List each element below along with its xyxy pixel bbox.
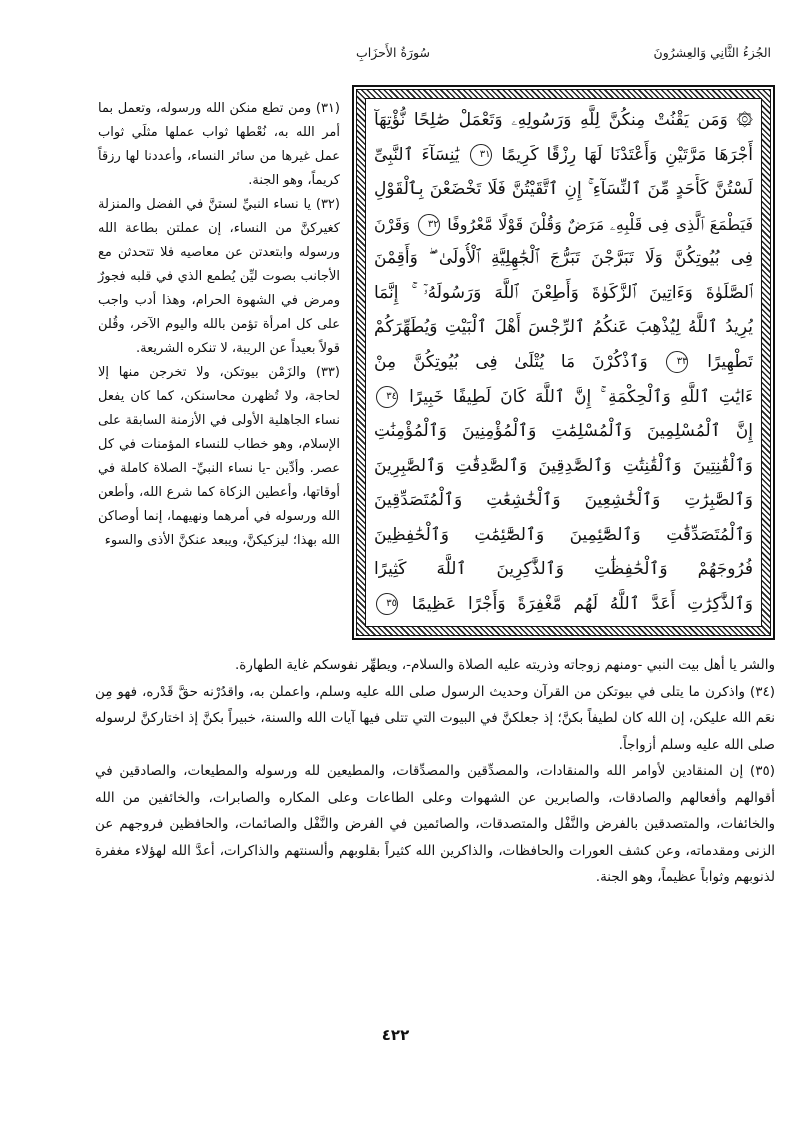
ayah-number-marker: ٣١ xyxy=(470,144,492,166)
juz-title: الجُزءُ الثَّانِي وَالعِشرُونَ xyxy=(653,44,771,60)
quran-text: فَيَطْمَعَ ٱلَّذِى فِى قَلْبِهِۦ مَرَضٌ وَقُلْنَ قَوْلًا مَّعْرُوفًا xyxy=(447,214,753,234)
quran-text: وَقَرْنَ xyxy=(374,214,410,234)
quran-text: وَٱلْقَٰنِتِينَ وَٱلْقَٰنِتَٰتِ وَٱلصَّٰدِقِينَ وَٱلصَّٰدِقَٰتِ وَٱلصَّٰبِرِينَ xyxy=(374,455,753,476)
quran-text: ءَايَٰتِ ٱللَّهِ وَٱلْحِكْمَةِ ۚ إِنَّ ٱللَّهَ كَانَ لَطِيفًا خَبِيرًا xyxy=(409,386,753,407)
quran-line xyxy=(374,347,753,378)
quran-text: ۞ وَمَن يَقْنُتْ مِنكُنَّ لِلَّهِ وَرَسُولِهِۦ وَتَعْمَلْ صَٰلِحًا نُّؤْتِهَآ xyxy=(374,110,753,130)
tafsir-paragraph: (٣٥) إن المنقادين لأوامر الله والمنقادات، والمصدِّقين والمصدِّقات، والمطيعين لله ورسوله والمطيعات، والصادقين في أقوالهم وأفعالهم والصادقات، والصابرين عن الشهوات وعلى الطاعات وعلى المكاره والصابرات، والخائفين من الله والخائفات، والمتصدقين بالفرض والنَّفْل والمتصدقات، والصائمين في الفرض والنَّفْل والصائمات، والحافظين فروجهم عن الزنى ومقدماته، وعن كشف العورات والحافظات، والذاكرين الله كثيراً بقلوبهم وألسنتهم والذاكرات، أعدَّ الله لهؤلاء مغفرة لذنوبهم وثواباً عظيماً، وهو الجنة. xyxy=(95,763,775,885)
quran-line xyxy=(374,589,753,620)
tafsir-paragraph: (٣١) ومن تطع منكن الله ورسوله، وتعمل بما أمر الله به، نُعْطها ثواب عملها مثلَي ثواب عمل غيرها من سائر النساء، وأعددنا لها رزقاً كريماً، وهو الجنة. xyxy=(98,101,340,188)
surah-title: سُورَةُ الأَحزَابِ xyxy=(356,44,430,60)
top-section xyxy=(98,85,775,640)
quran-text: وَٱلذَّٰكِرَٰتِ أَعَدَّ ٱللَّهُ لَهُم مَّغْفِرَةً وَأَجْرًا عَظِيمًا xyxy=(411,593,753,614)
quran-line xyxy=(374,209,753,240)
quran-text: تَطْهِيرًا xyxy=(707,351,753,372)
ayah-number-marker: ٣٤ xyxy=(376,386,398,408)
quran-line xyxy=(374,554,753,585)
quran-text: يَٰنِسَآءَ ٱلنَّبِىِّ xyxy=(374,144,460,165)
quran-line xyxy=(374,312,753,343)
quran-line xyxy=(374,485,753,516)
page-header xyxy=(356,40,771,64)
quran-text: ٱلصَّلَوٰةَ وَءَاتِينَ ٱلزَّكَوٰةَ وَأَطِعْنَ ٱللَّهَ وَرَسُولَهُۥٓ ۚ إِنَّمَا xyxy=(374,282,753,303)
quran-line xyxy=(374,140,753,171)
tafsir-paragraph: (٣٢) يا نساء النبيِّ لستنَّ في الفضل والمنزلة كغيركنَّ من النساء، إن عملتن بطاعة الله ورسوله وابتعدتن عن معاصيه فلا تتحدثن مع الأجانب بصوت ليِّن يُطمع الذي في قلبه فجورٌ ومرض في الشهوة الحرام، وهذا أدب واجب على كل امرأة تؤمن بالله واليوم الآخر، وقُلن قولاً بعيداً عن الريبة، لا تنكره الشريعة. xyxy=(98,197,340,356)
quran-line xyxy=(374,105,753,136)
quran-text: وَٱلْمُتَصَدِّقَٰتِ وَٱلصَّٰٓئِمِينَ وَٱلصَّٰٓئِمَٰتِ وَٱلْحَٰفِظِينَ xyxy=(374,524,753,545)
quran-line xyxy=(374,520,753,551)
tafsir-paragraph: (٣٣) والزَمْن بيوتكن، ولا تخرجن منها إلا لحاجة، ولا تُظهرن محاسنكن، كما كان يفعل نساء الجاهلية الأولى في الأزمنة السابقة على الإسلام، وهو خطاب للنساء المؤمنات في كل عصر. وأدِّين -يا نساء النبيِّ- الصلاة كاملة في أوقاتها، وأعطين الزكاة كما شرع الله، وأطعن الله ورسوله في أمرهما ونهيهما، إنما أوصاكن الله بهذا؛ ليزكيكنَّ، ويبعد عنكنَّ الأذى والسوء xyxy=(98,365,340,548)
ayah-number-marker: ٣٢ xyxy=(418,214,440,236)
tafsir-paragraph: (٣٤) واذكرن ما يتلى في بيوتكن من القرآن وحديث الرسول صلى الله عليه وسلم، واعملن به، واقدُرْنه حقَّ قَدْره، فهو مِن نعَم الله عليكن، إن الله كان لطيفاً بكنَّ؛ إذ جعلكنَّ في البيوت التي تتلى فيها آيات الله والسنة، خبيراً بكنَّ إذ اختاركنَّ لرسوله صلى الله عليه وسلم أزواجاً. xyxy=(95,683,775,753)
ornamental-border xyxy=(356,89,771,636)
quran-text: فُرُوجَهُمْ وَٱلْحَٰفِظَٰتِ وَٱلذَّٰكِرِينَ ٱللَّهَ كَثِيرًا xyxy=(374,559,753,580)
quran-line xyxy=(374,451,753,482)
quran-frame xyxy=(352,85,775,640)
quran-line xyxy=(374,382,753,413)
quran-text: إِنَّ ٱلْمُسْلِمِينَ وَٱلْمُسْلِمَٰتِ وَٱلْمُؤْمِنِينَ وَٱلْمُؤْمِنَٰتِ xyxy=(374,421,753,442)
quran-text: أَجْرَهَا مَرَّتَيْنِ وَأَعْتَدْنَا لَهَا رِزْقًا كَرِيمًا xyxy=(501,144,753,165)
quran-line xyxy=(374,174,753,205)
quran-text-block xyxy=(365,98,762,627)
quran-text: لَسْتُنَّ كَأَحَدٍ مِّنَ ٱلنِّسَآءِ ۚ إِنِ ٱتَّقَيْتُنَّ فَلَا تَخْضَعْنَ بِٱلْقَوْلِ xyxy=(374,179,753,200)
tafsir-paragraph: والشر يا أهل بيت النبي -ومنهم زوجاته وذريته عليه الصلاة والسلام-، ويطهِّر نفوسكم غاية الطهارة. xyxy=(234,657,775,673)
tafsir-full-width xyxy=(95,652,775,891)
quran-line xyxy=(374,278,753,309)
quran-line xyxy=(374,243,753,274)
ayah-number-marker: ٣٥ xyxy=(376,593,398,615)
quran-line xyxy=(374,416,753,447)
ayah-number-marker: ٣٣ xyxy=(666,351,688,373)
page-body xyxy=(95,85,775,891)
tafsir-column xyxy=(98,85,340,553)
quran-text: فِى بُيُوتِكُنَّ وَلَا تَبَرَّجْنَ تَبَرُّجَ ٱلْجَٰهِلِيَّةِ ٱلْأُولَىٰ ۖ وَأَقِمْنَ xyxy=(374,248,753,269)
page-number: ٤٢٢ xyxy=(381,1026,410,1044)
quran-text: يُرِيدُ ٱللَّهُ لِيُذْهِبَ عَنكُمُ ٱلرِّجْسَ أَهْلَ ٱلْبَيْتِ وَيُطَهِّرَكُمْ xyxy=(374,317,753,338)
quran-text: وَٱلصَّٰبِرَٰتِ وَٱلْخَٰشِعِينَ وَٱلْخَٰشِعَٰتِ وَٱلْمُتَصَدِّقِينَ xyxy=(374,490,753,511)
quran-text: وَٱذْكُرْنَ مَا يُتْلَىٰ فِى بُيُوتِكُنَّ مِنْ xyxy=(374,351,648,372)
